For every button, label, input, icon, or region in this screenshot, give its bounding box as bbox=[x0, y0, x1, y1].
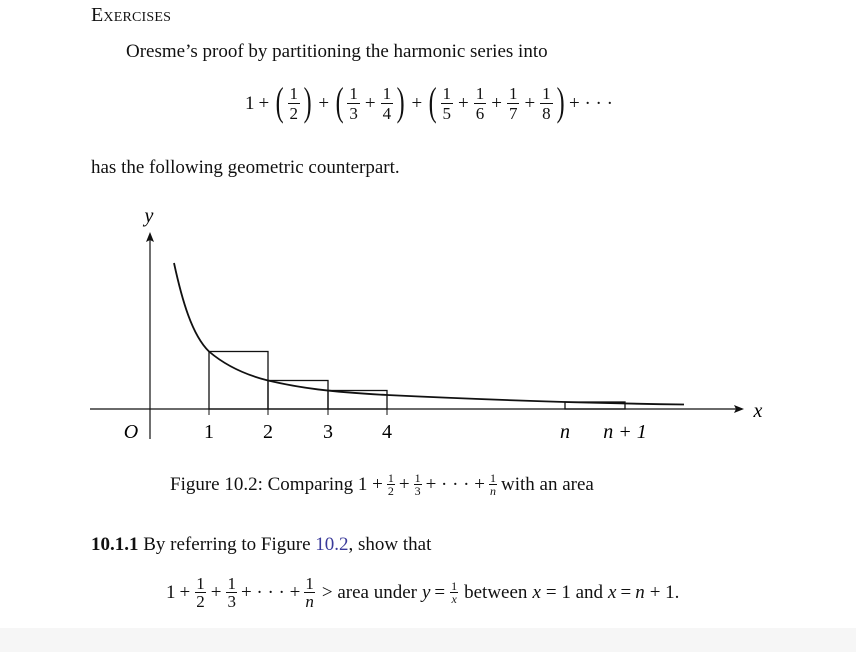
fraction-1-2: $\frac{1}{2}$ bbox=[289, 84, 299, 123]
exercise-lead: By referring to Figure bbox=[143, 534, 311, 555]
series-plus: + bbox=[491, 92, 502, 114]
formula-eq1: = 1 and bbox=[545, 581, 604, 603]
tick-label-4: 4 bbox=[382, 421, 392, 443]
formula-dots: + · · · + bbox=[240, 581, 301, 603]
tick-label-n-plus-1: n + 1 bbox=[603, 421, 647, 443]
intro-text: Oresme’s proof by partitioning the harmonic series into bbox=[126, 41, 548, 62]
formula-x2: x bbox=[608, 581, 617, 603]
fraction-1-6: $\frac{1}{6}$ bbox=[475, 84, 485, 123]
caption-fraction-n: $\frac{1}{n}$ bbox=[489, 471, 496, 498]
counterpart-text: has the following geometric counterpart. bbox=[91, 157, 400, 178]
harmonic-area-figure bbox=[0, 195, 856, 450]
formula-x1: x bbox=[532, 581, 541, 603]
caption-fraction-third: $\frac{1}{3}$ bbox=[414, 471, 421, 498]
caption-suffix: with an area bbox=[500, 473, 594, 495]
fraction-1-7: $\frac{1}{7}$ bbox=[508, 84, 518, 123]
formula-fraction-n: $\frac{1}{n}$ bbox=[305, 574, 314, 611]
x-axis-label: x bbox=[753, 400, 763, 422]
series-one: 1 bbox=[245, 92, 255, 114]
y-axis-label: y bbox=[144, 205, 154, 227]
formula-between: between bbox=[464, 581, 528, 603]
fraction-1-4: $\frac{1}{4}$ bbox=[382, 84, 392, 123]
rectangle-1 bbox=[209, 352, 268, 410]
series-plus: + bbox=[258, 92, 270, 114]
formula-fraction-x: $\frac{1}{x}$ bbox=[451, 579, 458, 606]
formula-plus: + bbox=[179, 581, 191, 603]
right-paren: ) bbox=[303, 78, 312, 124]
right-paren: ) bbox=[396, 78, 405, 124]
figure-reference-link[interactable]: 10.2 bbox=[315, 534, 349, 555]
series-plus: + bbox=[411, 92, 423, 114]
caption-ellipsis: + · · · + bbox=[425, 473, 485, 495]
formula-fraction-half: $\frac{1}{2}$ bbox=[196, 574, 205, 611]
origin-label: O bbox=[123, 421, 139, 443]
exercise-statement bbox=[91, 534, 431, 556]
formula-n: n bbox=[635, 581, 645, 603]
formula-one: 1 bbox=[166, 581, 176, 603]
series-tail: + · · · bbox=[569, 92, 613, 114]
series-plus: + bbox=[458, 92, 469, 114]
fraction-1-8: $\frac{1}{8}$ bbox=[542, 84, 551, 123]
harmonic-series-formula bbox=[245, 78, 613, 124]
caption-fraction-half: $\frac{1}{2}$ bbox=[387, 471, 394, 498]
formula-end: + 1. bbox=[649, 581, 680, 603]
left-paren: ( bbox=[275, 78, 284, 124]
figure-caption bbox=[170, 472, 594, 497]
formula-relation: > area under bbox=[321, 581, 417, 603]
formula-equals: = bbox=[434, 581, 446, 603]
formula-y-var: y bbox=[421, 581, 431, 603]
exercise-formula bbox=[166, 575, 679, 610]
caption-prefix: Figure 10.2: Comparing 1 + bbox=[170, 473, 383, 495]
fraction-1-5: $\frac{1}{5}$ bbox=[442, 84, 452, 123]
tick-label-1: 1 bbox=[204, 421, 214, 443]
tick-label-3: 3 bbox=[323, 421, 333, 443]
right-paren: ) bbox=[556, 78, 565, 124]
page-bottom-band bbox=[0, 628, 856, 652]
formula-fraction-third: $\frac{1}{3}$ bbox=[227, 574, 236, 611]
series-plus: + bbox=[524, 92, 536, 114]
tick-label-2: 2 bbox=[263, 421, 273, 443]
formula-plus: + bbox=[210, 581, 222, 603]
left-paren: ( bbox=[335, 78, 344, 124]
curve-reciprocal bbox=[174, 263, 684, 405]
series-plus: + bbox=[318, 92, 330, 114]
series-plus: + bbox=[364, 92, 376, 114]
exercise-after-ref: , show that bbox=[348, 534, 432, 555]
fraction-1-3: $\frac{1}{3}$ bbox=[349, 84, 358, 123]
tick-label-n: n bbox=[560, 421, 570, 443]
exercise-number: 10.1.1 bbox=[91, 534, 139, 555]
left-paren: ( bbox=[428, 78, 437, 124]
formula-eq2: = bbox=[620, 581, 632, 603]
rectangle-2 bbox=[268, 381, 328, 410]
caption-plus: + bbox=[398, 473, 410, 495]
section-heading: Exercises bbox=[91, 4, 172, 26]
